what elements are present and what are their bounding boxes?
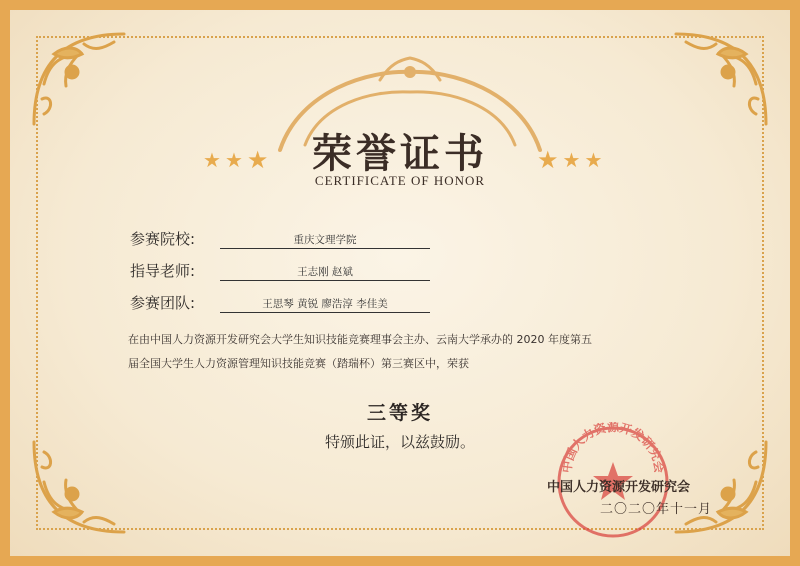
field-value: 王思琴 黄锐 廖浩淳 李佳美 (220, 296, 430, 313)
field-value: 王志刚 赵斌 (220, 264, 430, 281)
certificate-title: 荣誉证书 (312, 130, 488, 177)
issuer-organization: 中国人力资源开发研究会 (547, 480, 691, 495)
field-value: 重庆文理学院 (220, 232, 430, 249)
field-label: 参赛团队: (130, 294, 196, 312)
closing-statement: 特颁此证，以兹鼓励。 (324, 433, 475, 451)
body-line-1: 在由中国人力资源开发研究会大学生知识技能竞赛理事会主办、云南大学承办的 2020 年度第五 (128, 333, 592, 346)
star-icon: ★ (246, 146, 269, 174)
field-school (130, 228, 430, 249)
corner-ornament-icon (656, 24, 776, 134)
star-icon: ★ (537, 146, 559, 174)
field-label: 参赛院校: (130, 230, 196, 248)
certificate-subtitle: CERTIFICATE OF HONOR (314, 173, 486, 188)
star-group-right (537, 146, 603, 174)
field-advisor (130, 260, 430, 281)
issue-date: 二〇二〇年十一月 (600, 502, 713, 517)
svg-text:中国人力资源开发研究会: 中国人力资源开发研究会 (559, 422, 667, 474)
field-team (130, 292, 430, 313)
corner-ornament-icon (24, 24, 144, 134)
field-label: 指导老师: (130, 262, 196, 280)
star-group-left (203, 146, 269, 174)
star-icon: ★ (203, 148, 221, 172)
star-icon: ★ (562, 148, 581, 172)
star-icon: ★ (584, 148, 603, 172)
star-icon: ★ (224, 148, 243, 172)
body-line-2: 届全国大学生人力资源管理知识技能竞赛（踏瑞杯）第三赛区中，荣获 (128, 357, 469, 370)
award-level: 三等奖 (366, 402, 433, 424)
